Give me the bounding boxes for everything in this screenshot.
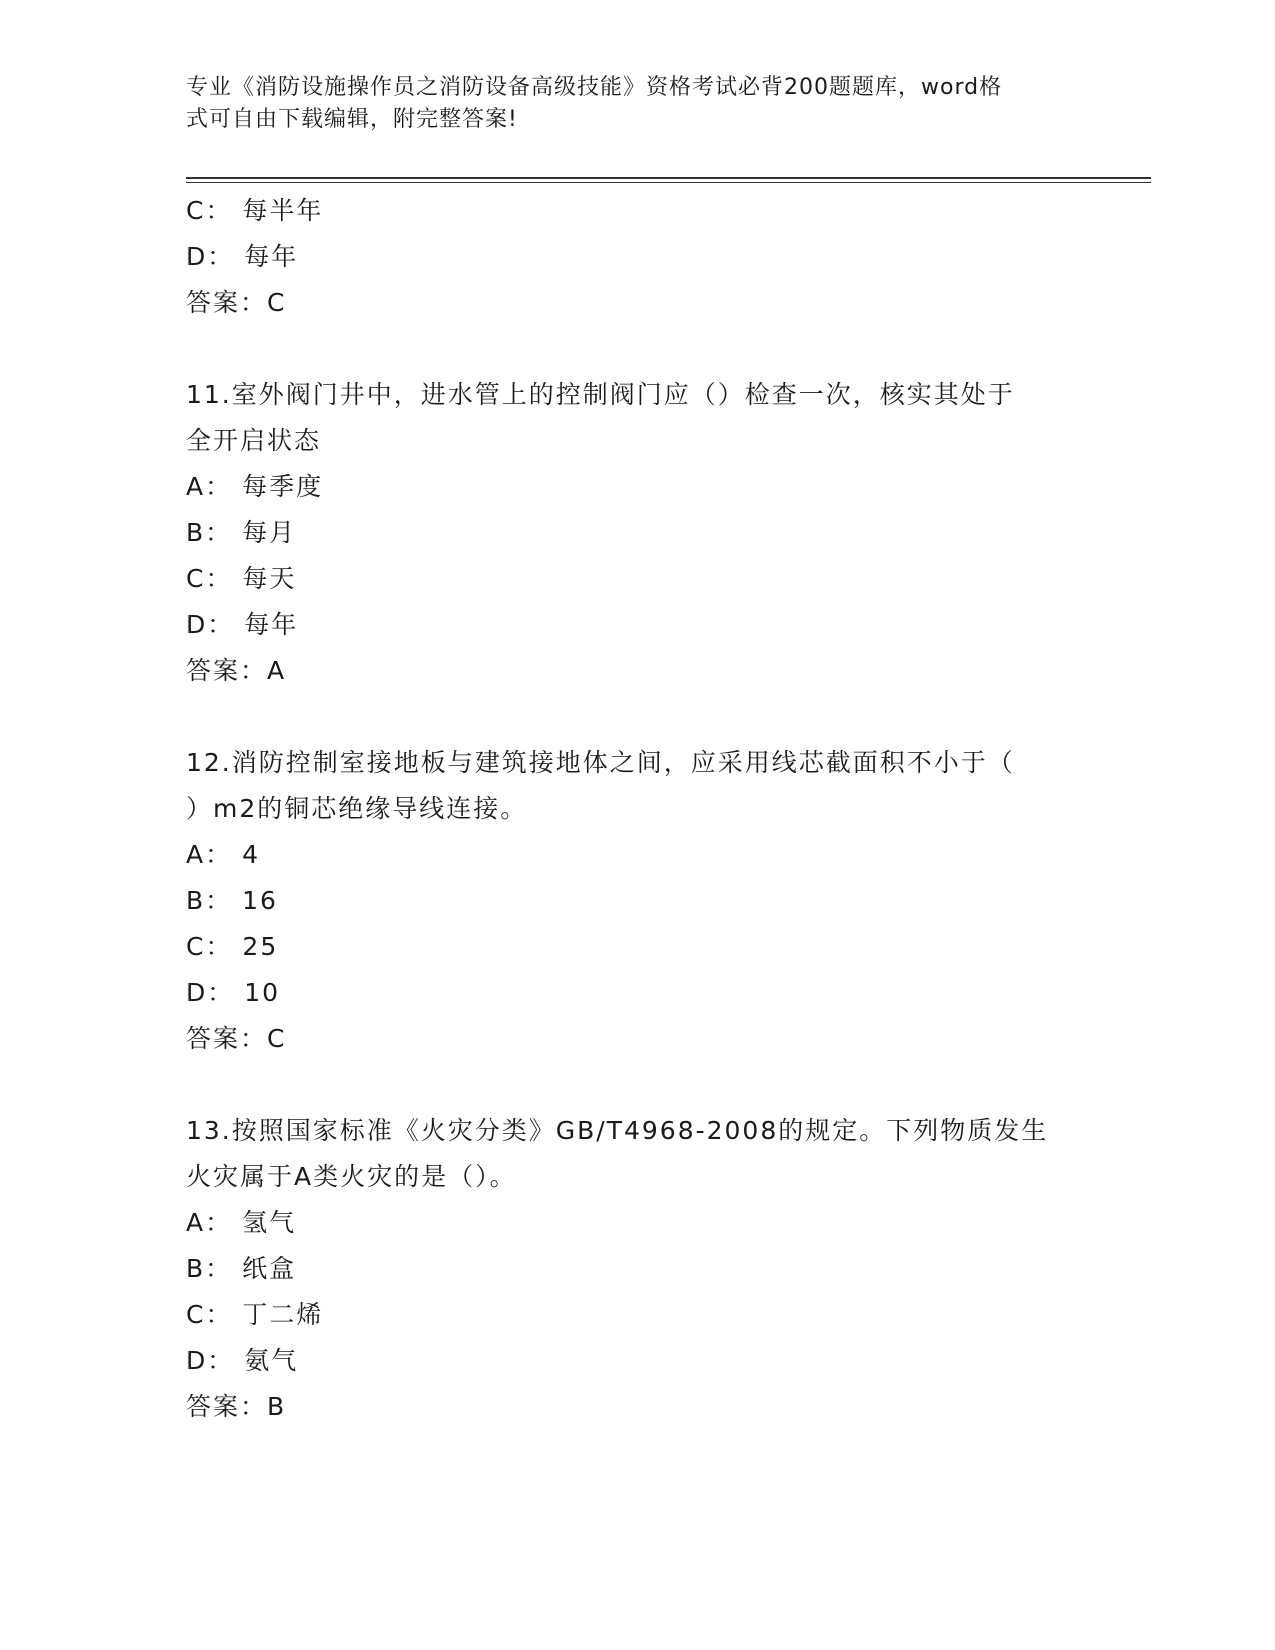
question-text-line-1: 12.消防控制室接地板与建筑接地体之间，应采用线芯截面积不小于（	[186, 748, 1015, 777]
option-text: 丁二烯	[242, 1300, 324, 1329]
option-text: 4	[242, 840, 260, 869]
option-text: 每年	[244, 610, 299, 639]
header-rule-thick	[186, 177, 1151, 179]
option-label: B：	[186, 518, 233, 547]
option-d	[186, 234, 1106, 280]
option-label: A：	[186, 840, 233, 869]
option-a	[186, 832, 1106, 878]
header-title-line-1: 专业《消防设施操作员之消防设备高级技能》资格考试必背200题题库，word格	[186, 75, 1003, 100]
header-rule-thin	[186, 182, 1151, 183]
option-label: A：	[186, 472, 233, 501]
option-c	[186, 188, 1106, 234]
spacer	[186, 694, 1106, 740]
option-label: D：	[186, 242, 235, 271]
option-text: 每天	[242, 564, 297, 593]
option-text: 每年	[244, 242, 299, 271]
option-text: 10	[244, 978, 281, 1007]
option-d	[186, 970, 1106, 1016]
header-title-line-2: 式可自由下载编辑，附完整答案!	[186, 107, 518, 132]
option-label: C：	[186, 1300, 233, 1329]
option-label: D：	[186, 610, 235, 639]
option-d	[186, 1338, 1106, 1384]
option-b	[186, 510, 1106, 556]
option-d	[186, 602, 1106, 648]
option-label: A：	[186, 1208, 233, 1237]
option-a	[186, 464, 1106, 510]
option-text: 纸盒	[242, 1254, 297, 1283]
option-b	[186, 1246, 1106, 1292]
option-a	[186, 1200, 1106, 1246]
option-text: 每月	[242, 518, 297, 547]
document-header	[186, 72, 1066, 136]
option-label: C：	[186, 196, 233, 225]
option-label: B：	[186, 886, 233, 915]
option-text: 16	[242, 886, 278, 915]
question-text-line-2: 全开启状态	[186, 426, 322, 455]
option-label: D：	[186, 1346, 235, 1375]
question-content	[186, 188, 1106, 1430]
option-c	[186, 1292, 1106, 1338]
option-label: B：	[186, 1254, 233, 1283]
question-text-line-1: 13.按照国家标准《火灾分类》GB/T4968-2008的规定。下列物质发生	[186, 1116, 1049, 1145]
answer-line: 答案：B	[186, 1392, 287, 1421]
answer-line: 答案：C	[186, 288, 287, 317]
previous-question-block	[186, 188, 1106, 326]
option-label: C：	[186, 564, 233, 593]
question-text-line-1: 11.室外阀门井中，进水管上的控制阀门应（）检查一次，核实其处于	[186, 380, 1015, 409]
option-text: 氨气	[244, 1346, 299, 1375]
option-text: 每半年	[242, 196, 324, 225]
option-c	[186, 556, 1106, 602]
spacer	[186, 1062, 1106, 1108]
answer-line: 答案：A	[186, 656, 287, 685]
question-text-line-2: 火灾属于A类火灾的是（）。	[186, 1162, 517, 1191]
spacer	[186, 326, 1106, 372]
option-c	[186, 924, 1106, 970]
question-13	[186, 1108, 1106, 1430]
option-b	[186, 878, 1106, 924]
option-text: 氢气	[242, 1208, 297, 1237]
answer-line: 答案：C	[186, 1024, 287, 1053]
question-12	[186, 740, 1106, 1062]
option-text: 每季度	[242, 472, 324, 501]
option-label: C：	[186, 932, 233, 961]
option-label: D：	[186, 978, 235, 1007]
question-11	[186, 372, 1106, 694]
option-text: 25	[242, 932, 279, 961]
question-text-line-2: ）m2的铜芯绝缘导线连接。	[186, 794, 528, 823]
